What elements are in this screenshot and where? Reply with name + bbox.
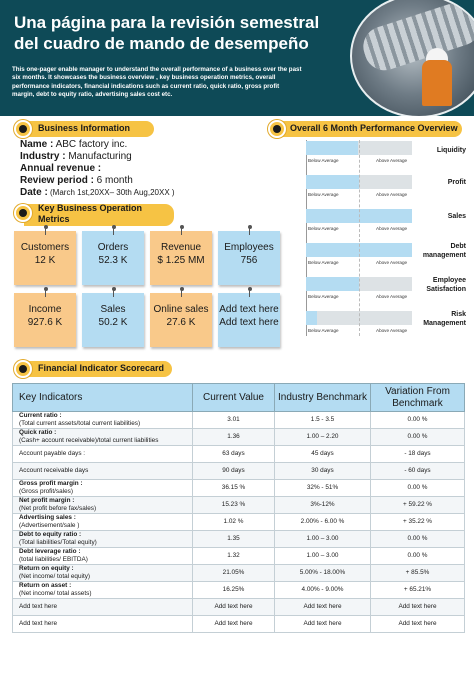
indicator-formula: (Total liabilities/Total equity) xyxy=(19,539,97,546)
pin-icon xyxy=(246,225,254,235)
indicator-name: Quick ratio : xyxy=(19,429,57,437)
indicator-name: Add text here xyxy=(19,620,58,628)
indicator-cell xyxy=(13,582,193,599)
performance-label: Sales xyxy=(447,213,466,220)
industry-row xyxy=(20,151,250,163)
below-average-caption: Below Average xyxy=(308,192,339,197)
metric-note xyxy=(82,293,144,347)
variation-cell: 0.00 % xyxy=(371,412,465,429)
indicator-formula: (Net income/ total equity) xyxy=(19,573,91,580)
indicator-cell xyxy=(13,514,193,531)
column-header: Variation From Benchmark xyxy=(371,384,465,412)
performance-icon xyxy=(268,120,286,138)
metric-value: 50.2 K xyxy=(98,317,128,328)
current-cell: 1.35 xyxy=(193,531,275,548)
current-cell: 1.36 xyxy=(193,429,275,446)
indicator-formula: (Advertisement/sale ) xyxy=(19,522,80,529)
metric-value: 756 xyxy=(240,255,258,266)
performance-fill xyxy=(306,175,359,189)
indicator-name: Account payable days : xyxy=(19,450,86,458)
metric-note xyxy=(14,231,76,285)
indicator-formula: (Total current assets/total current liabilities) xyxy=(19,420,141,427)
variation-cell: + 35.22 % xyxy=(371,514,465,531)
performance-axis xyxy=(306,140,307,336)
table-row xyxy=(13,565,465,582)
metric-label: Orders xyxy=(97,242,129,253)
business-info-block xyxy=(20,139,250,199)
indicator-cell xyxy=(13,480,193,497)
performance-heading: Overall 6 Month Performance Overview xyxy=(290,123,458,133)
benchmark-cell: 45 days xyxy=(275,446,371,463)
scorecard-table xyxy=(12,383,465,633)
benchmark-cell: 1.00 – 3.00 xyxy=(275,531,371,548)
metric-label: Add text here xyxy=(219,304,279,315)
metric-label: Income xyxy=(28,304,62,315)
worker-graphic xyxy=(422,60,452,106)
current-cell: 36.15 % xyxy=(193,480,275,497)
performance-label: Liquidity xyxy=(436,147,466,154)
scorecard-icon xyxy=(14,360,32,378)
current-cell: 15.23 % xyxy=(193,497,275,514)
current-cell: 3.01 xyxy=(193,412,275,429)
business-name-value: ABC factory inc. xyxy=(53,139,128,150)
indicator-cell xyxy=(13,616,193,633)
performance-fill xyxy=(306,141,358,155)
table-row xyxy=(13,446,465,463)
review-period-label: Review period : xyxy=(20,175,94,186)
below-average-caption: Below Average xyxy=(308,226,339,231)
review-period-row xyxy=(20,175,250,187)
variation-cell: + 65.21% xyxy=(371,582,465,599)
page-title: Una página para la revisión semestral del cuadro de mando de desempeño xyxy=(14,13,320,53)
performance-label: Profit xyxy=(447,179,466,186)
scorecard-heading: Financial Indicator Scorecard xyxy=(38,363,165,373)
table-row xyxy=(13,412,465,429)
above-average-caption: Above Average xyxy=(376,226,408,231)
performance-midline xyxy=(359,140,360,336)
metric-note xyxy=(218,293,280,347)
variation-cell: 0.00 % xyxy=(371,429,465,446)
above-average-caption: Above Average xyxy=(376,192,408,197)
table-row xyxy=(13,599,465,616)
performance-label: Risk Management xyxy=(423,311,466,327)
indicator-cell xyxy=(13,565,193,582)
metric-value: 12 K xyxy=(34,255,56,266)
pin-icon xyxy=(246,287,254,297)
column-header: Key Indicators xyxy=(13,384,193,412)
variation-cell: 0.00 % xyxy=(371,531,465,548)
table-row xyxy=(13,582,465,599)
pin-icon xyxy=(178,287,186,297)
business-info-heading: Business Information xyxy=(38,123,131,133)
benchmark-cell: 4.00% - 9.00% xyxy=(275,582,371,599)
variation-cell: + 85.5% xyxy=(371,565,465,582)
metric-note xyxy=(14,293,76,347)
performance-label: Employee Satisfaction xyxy=(426,277,466,293)
indicator-formula: (Cash+ account receivable)/total current liabilities xyxy=(19,437,159,444)
table-row xyxy=(13,548,465,565)
indicator-cell xyxy=(13,531,193,548)
indicator-formula: (Net income/ total assets) xyxy=(19,590,92,597)
metric-label: Revenue xyxy=(160,242,202,253)
benchmark-cell: Add text here xyxy=(275,599,371,616)
table-row xyxy=(13,497,465,514)
benchmark-cell: 3%-12% xyxy=(275,497,371,514)
metric-note xyxy=(150,231,212,285)
below-average-caption: Below Average xyxy=(308,260,339,265)
column-header: Industry Benchmark xyxy=(275,384,371,412)
indicator-cell xyxy=(13,599,193,616)
indicator-name: Debt leverage ratio : xyxy=(19,548,81,556)
metrics-icon xyxy=(14,204,32,222)
above-average-caption: Above Average xyxy=(376,158,408,163)
benchmark-cell: 1.5 - 3.5 xyxy=(275,412,371,429)
indicator-cell xyxy=(13,429,193,446)
metric-label: Sales xyxy=(100,304,126,315)
indicator-name: Advertising sales : xyxy=(19,514,76,522)
indicator-name: Gross profit margin : xyxy=(19,480,83,488)
metric-value: 52.3 K xyxy=(98,255,128,266)
indicator-name: Add text here xyxy=(19,603,58,611)
date-label: Date : xyxy=(20,187,48,198)
pin-icon xyxy=(110,225,118,235)
metric-note xyxy=(218,231,280,285)
date-value: (March 1st,20XX– 30th Aug,20XX ) xyxy=(47,188,175,197)
above-average-caption: Above Average xyxy=(376,294,408,299)
above-average-caption: Above Average xyxy=(376,260,408,265)
indicator-formula: (Gross profit/sales) xyxy=(19,488,73,495)
benchmark-cell: Add text here xyxy=(275,616,371,633)
variation-cell: Add text here xyxy=(371,599,465,616)
benchmark-cell: 5.00% - 18.00% xyxy=(275,565,371,582)
metric-note xyxy=(150,293,212,347)
variation-cell: + 59.22 % xyxy=(371,497,465,514)
indicator-formula: (total liabilities/ EBITDA) xyxy=(19,556,88,563)
below-average-caption: Below Average xyxy=(308,294,339,299)
pin-icon xyxy=(42,287,50,297)
indicator-name: Return on asset : xyxy=(19,582,72,590)
indicator-name: Current ratio : xyxy=(19,412,62,420)
metric-value: 927.6 K xyxy=(27,317,63,328)
benchmark-cell: 1.00 – 2.20 xyxy=(275,429,371,446)
indicator-cell xyxy=(13,497,193,514)
metric-label: Online sales xyxy=(153,304,209,315)
metric-label: Customers xyxy=(20,242,70,253)
metric-note xyxy=(82,231,144,285)
pipe-graphic xyxy=(358,0,474,75)
table-row xyxy=(13,616,465,633)
current-cell: Add text here xyxy=(193,616,275,633)
column-header: Current Value xyxy=(193,384,275,412)
indicator-cell xyxy=(13,446,193,463)
table-row xyxy=(13,531,465,548)
business-name-label: Name : xyxy=(20,139,54,150)
pin-icon xyxy=(110,287,118,297)
table-row xyxy=(13,514,465,531)
current-cell: 16.25% xyxy=(193,582,275,599)
revenue-row xyxy=(20,163,250,175)
page-description: This one-pager enable manager to understand the overall performance of a business over the past six months. It showcases the business overview , key business operation metrics, overall performance indicators, financial indications such as current ratio, quick ratio, gross profit margin, debt to equity ratio, advertising sales cost etc. xyxy=(12,66,302,99)
table-row xyxy=(13,429,465,446)
current-cell: 1.02 % xyxy=(193,514,275,531)
scorecard-header-row xyxy=(13,384,465,412)
indicator-name: Return on equity : xyxy=(19,565,74,573)
revenue-label: Annual revenue : xyxy=(20,163,102,174)
performance-label: Debt management xyxy=(422,243,466,259)
variation-cell: - 18 days xyxy=(371,446,465,463)
indicator-cell xyxy=(13,548,193,565)
variation-cell: 0.00 % xyxy=(371,480,465,497)
current-cell: 90 days xyxy=(193,463,275,480)
table-row xyxy=(13,463,465,480)
benchmark-cell: 1.00 – 3.00 xyxy=(275,548,371,565)
variation-cell: Add text here xyxy=(371,616,465,633)
pin-icon xyxy=(178,225,186,235)
date-row xyxy=(20,187,250,199)
industry-label: Industry : xyxy=(20,151,66,162)
header-banner xyxy=(0,0,474,116)
indicator-cell xyxy=(13,412,193,429)
benchmark-cell: 2.00% - 6.00 % xyxy=(275,514,371,531)
above-average-caption: Above Average xyxy=(376,328,408,333)
info-icon xyxy=(14,120,32,138)
table-row xyxy=(13,480,465,497)
current-cell: 1.32 xyxy=(193,548,275,565)
industry-value: Manufacturing xyxy=(65,151,132,162)
metric-value: Add text here xyxy=(219,317,279,328)
indicator-name: Account receivable days xyxy=(19,467,89,475)
indicator-name: Debt to equity ratio : xyxy=(19,531,82,539)
current-cell: 63 days xyxy=(193,446,275,463)
business-name-row xyxy=(20,139,250,151)
metric-label: Employees xyxy=(224,242,274,253)
current-cell: Add text here xyxy=(193,599,275,616)
benchmark-cell: 32% - 51% xyxy=(275,480,371,497)
metric-value: 27.6 K xyxy=(166,317,196,328)
review-period-value: 6 month xyxy=(93,175,133,186)
benchmark-cell: 30 days xyxy=(275,463,371,480)
below-average-caption: Below Average xyxy=(308,158,339,163)
below-average-caption: Below Average xyxy=(308,328,339,333)
indicator-cell xyxy=(13,463,193,480)
metric-value: $ 1.25 MM xyxy=(157,255,205,266)
performance-fill xyxy=(306,311,317,325)
current-cell: 21.05% xyxy=(193,565,275,582)
metrics-heading: Key Business Operation Metrics xyxy=(38,203,143,224)
variation-cell: 0.00 % xyxy=(371,548,465,565)
factory-worker-photo xyxy=(350,0,474,116)
performance-fill xyxy=(306,277,359,291)
indicator-formula: (Net profit before fax/sales) xyxy=(19,505,97,512)
indicator-name: Net profit margin : xyxy=(19,497,75,505)
variation-cell: - 60 days xyxy=(371,463,465,480)
pin-icon xyxy=(42,225,50,235)
